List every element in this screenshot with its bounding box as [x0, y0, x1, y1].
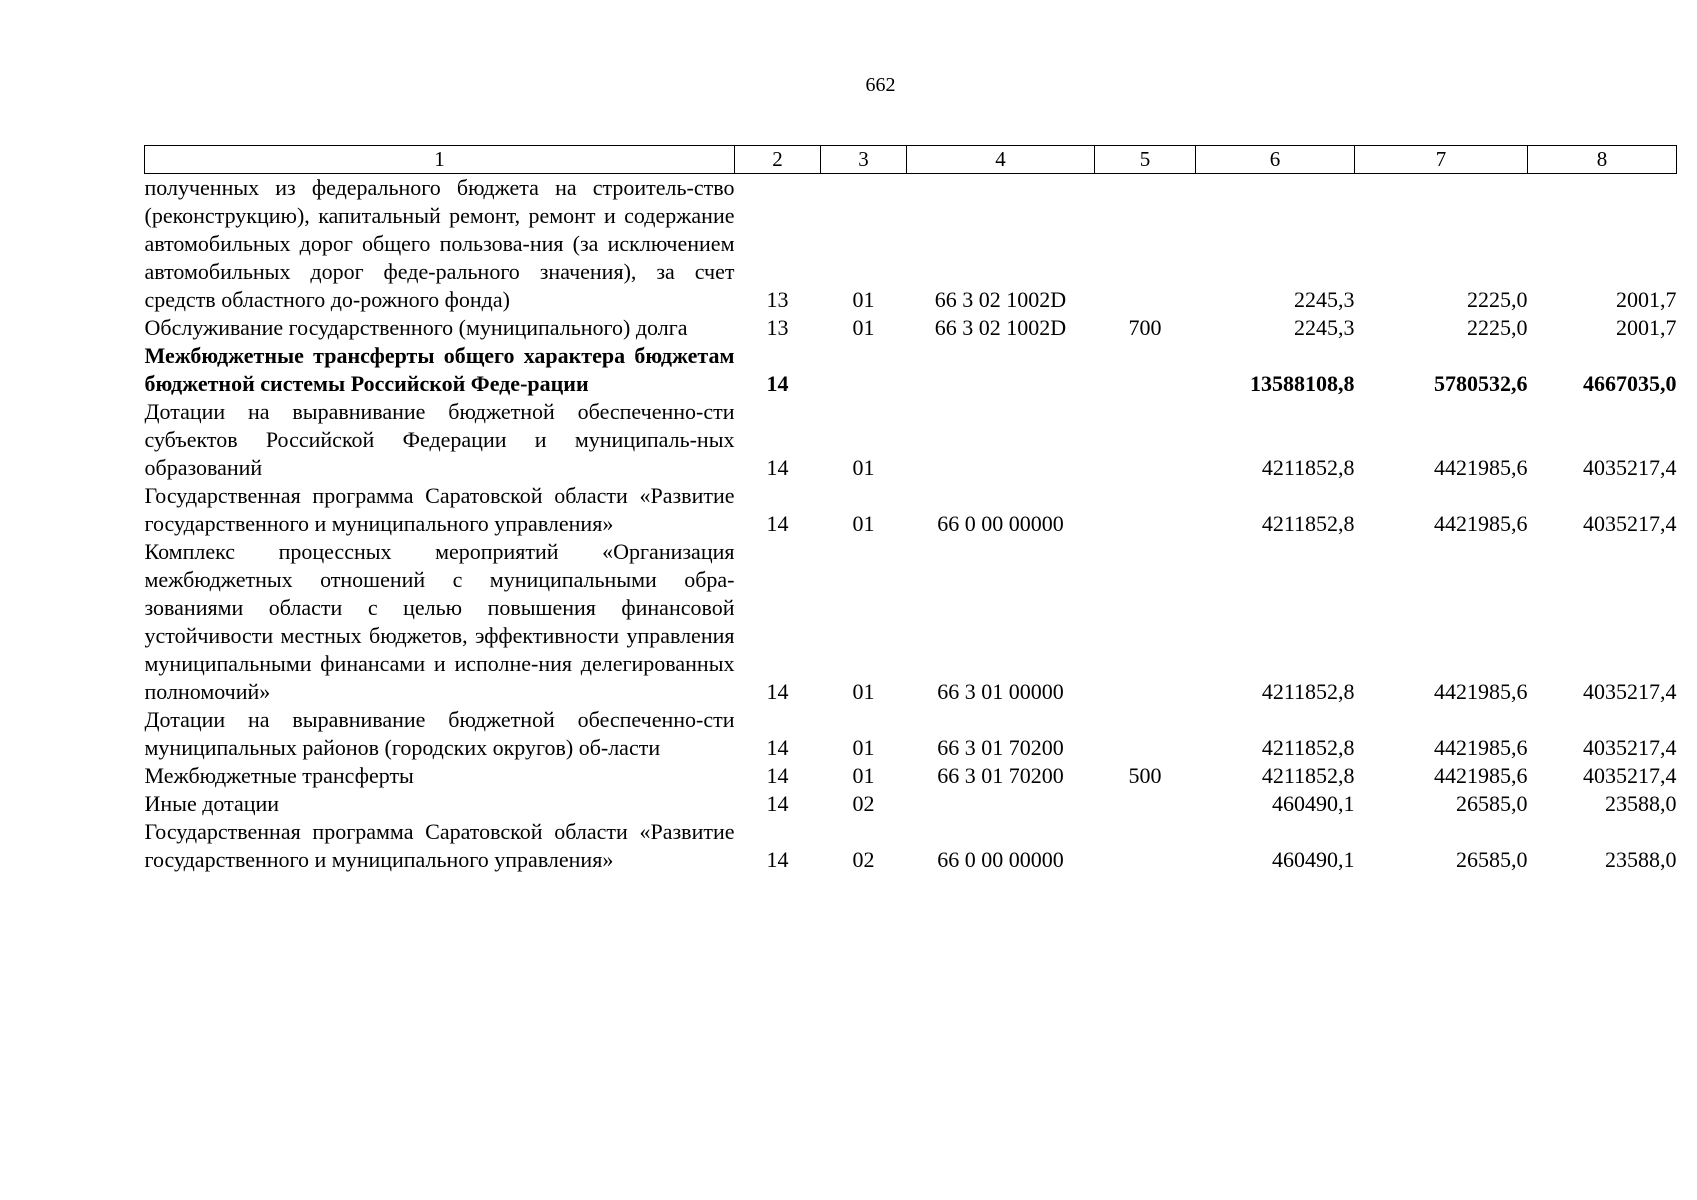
section-code-cell: 14: [766, 847, 789, 872]
section-code-cell: 14: [766, 763, 789, 788]
table-row: [145, 482, 1677, 538]
subsection-code-cell: 01: [852, 287, 875, 312]
target-article-cell: 66 3 02 1002D: [934, 287, 1067, 312]
row-name-cell: полученных из федерального бюджета на строитель-ство (реконструкцию), капитальный ремонт, ремонт и содержание автомобильных дорог общего пользова-ния (за исключением автомобильных дорог феде-рального значения), за счет средств областного до-рожного фонда): [144, 175, 735, 312]
amount-year-1-cell: 4211852,8: [1261, 679, 1355, 704]
target-article-cell: 66 3 01 70200: [937, 763, 1064, 788]
expense-type-cell: [1095, 538, 1196, 706]
section-code-cell: 14: [766, 371, 789, 396]
table-row: [145, 398, 1677, 482]
section-code-cell: 14: [766, 735, 789, 760]
amount-year-1-cell: 2245,3: [1294, 287, 1355, 312]
amount-year-2-cell: 5780532,6: [1434, 371, 1528, 396]
amount-year-3-cell: 4667035,0: [1583, 371, 1677, 396]
amount-year-1-cell: 460490,1: [1272, 791, 1355, 816]
amount-year-1-cell: 4211852,8: [1261, 455, 1355, 480]
expense-type-cell: 700: [1128, 315, 1162, 340]
amount-year-1-cell: 4211852,8: [1261, 735, 1355, 760]
section-code-cell: 14: [766, 455, 789, 480]
subsection-code-cell: 01: [852, 315, 875, 340]
amount-year-2-cell: 2225,0: [1467, 287, 1528, 312]
table-row: [145, 314, 1677, 342]
section-code-cell: 13: [766, 287, 789, 312]
table-row: [145, 174, 1677, 315]
amount-year-2-cell: 26585,0: [1456, 847, 1528, 872]
table-row: [145, 790, 1677, 818]
amount-year-1-cell: 4211852,8: [1261, 763, 1355, 788]
expense-type-cell: 500: [1128, 763, 1162, 788]
amount-year-2-cell: 4421985,6: [1434, 735, 1528, 760]
column-header: 2: [735, 146, 821, 174]
target-article-cell: 66 0 00 00000: [937, 511, 1064, 536]
amount-year-2-cell: 4421985,6: [1434, 511, 1528, 536]
amount-year-3-cell: 4035217,4: [1583, 735, 1677, 760]
column-header: 8: [1528, 146, 1677, 174]
row-name-cell: Государственная программа Саратовской области «Развитие государственного и муниципального управления»: [144, 819, 735, 872]
target-article-cell: [907, 398, 1095, 482]
column-number-header: [145, 146, 1677, 174]
target-article-cell: 66 3 01 00000: [937, 679, 1064, 704]
expense-type-cell: [1095, 818, 1196, 874]
subsection-code-cell: 01: [852, 511, 875, 536]
column-header: 3: [821, 146, 907, 174]
section-code-cell: 13: [766, 315, 789, 340]
amount-year-2-cell: 2225,0: [1467, 315, 1528, 340]
amount-year-3-cell: 4035217,4: [1583, 511, 1677, 536]
section-code-cell: 14: [766, 791, 789, 816]
target-article-cell: [907, 342, 1095, 398]
row-name-cell: Комплекс процессных мероприятий «Организация межбюджетных отношений с муниципальными обра-зованиями области с целью повышения финансовой устойчивости местных бюджетов, эффективности управления муниципальными финансами и исполне-ния делегированных полномочий»: [144, 539, 735, 704]
column-header: 6: [1196, 146, 1355, 174]
column-header: 7: [1355, 146, 1528, 174]
expense-type-cell: [1095, 398, 1196, 482]
amount-year-3-cell: 4035217,4: [1583, 455, 1677, 480]
section-code-cell: 14: [766, 511, 789, 536]
amount-year-2-cell: 26585,0: [1456, 791, 1528, 816]
subsection-code-cell: 01: [852, 763, 875, 788]
row-name-cell: Дотации на выравнивание бюджетной обеспеченно-сти муниципальных районов (городских округов) об-ласти: [144, 707, 735, 760]
subsection-code-cell: 01: [852, 679, 875, 704]
amount-year-3-cell: 2001,7: [1616, 315, 1677, 340]
table-row: [145, 342, 1677, 398]
subsection-code-cell: [821, 342, 907, 398]
column-header: 4: [907, 146, 1095, 174]
row-name-cell: Обслуживание государственного (муниципального) долга: [144, 315, 688, 340]
amount-year-3-cell: 4035217,4: [1583, 679, 1677, 704]
amount-year-2-cell: 4421985,6: [1434, 763, 1528, 788]
row-name-cell: Дотации на выравнивание бюджетной обеспеченно-сти субъектов Российской Федерации и муниципаль-ных образований: [144, 399, 735, 480]
amount-year-1-cell: 13588108,8: [1250, 371, 1355, 396]
column-header: 5: [1095, 146, 1196, 174]
amount-year-3-cell: 23588,0: [1605, 791, 1677, 816]
table-row: [145, 818, 1677, 874]
amount-year-2-cell: 4421985,6: [1434, 455, 1528, 480]
column-header: 1: [145, 146, 735, 174]
amount-year-2-cell: 4421985,6: [1434, 679, 1528, 704]
amount-year-1-cell: 2245,3: [1294, 315, 1355, 340]
row-name-cell: Государственная программа Саратовской области «Развитие государственного и муниципального управления»: [144, 483, 735, 536]
budget-table: [144, 145, 1677, 874]
section-code-cell: 14: [766, 679, 789, 704]
target-article-cell: 66 3 01 70200: [937, 735, 1064, 760]
table-row: [145, 706, 1677, 762]
target-article-cell: 66 0 00 00000: [937, 847, 1064, 872]
amount-year-1-cell: 460490,1: [1272, 847, 1355, 872]
expense-type-cell: [1095, 790, 1196, 818]
row-name-cell: Иные дотации: [144, 791, 280, 816]
subsection-code-cell: 02: [852, 847, 875, 872]
subsection-code-cell: 02: [852, 791, 875, 816]
target-article-cell: [907, 790, 1095, 818]
subsection-code-cell: 01: [852, 735, 875, 760]
amount-year-3-cell: 4035217,4: [1583, 763, 1677, 788]
page-number: 662: [865, 74, 896, 96]
amount-year-3-cell: 23588,0: [1605, 847, 1677, 872]
table-row: [145, 762, 1677, 790]
amount-year-3-cell: 2001,7: [1616, 287, 1677, 312]
table-row: [145, 538, 1677, 706]
amount-year-1-cell: 4211852,8: [1261, 511, 1355, 536]
target-article-cell: 66 3 02 1002D: [934, 315, 1067, 340]
expense-type-cell: [1095, 342, 1196, 398]
row-name-cell: Межбюджетные трансферты общего характера бюджетам бюджетной системы Российской Феде-рации: [144, 343, 735, 396]
expense-type-cell: [1095, 706, 1196, 762]
expense-type-cell: [1095, 174, 1196, 315]
expense-type-cell: [1095, 482, 1196, 538]
row-name-cell: Межбюджетные трансферты: [144, 763, 414, 788]
subsection-code-cell: 01: [852, 455, 875, 480]
